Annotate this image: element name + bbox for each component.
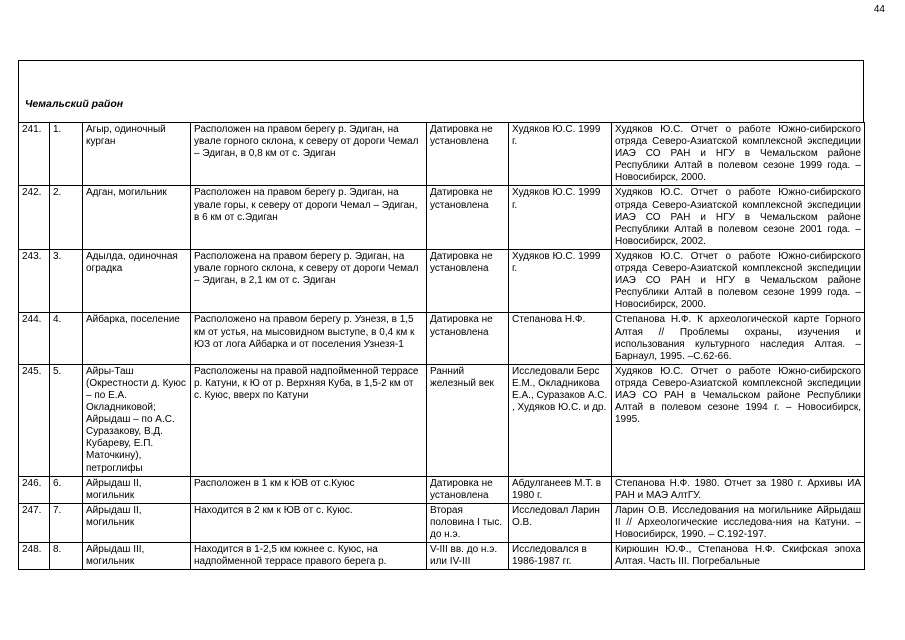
table-row bbox=[19, 313, 865, 364]
district-title: Чемальский район bbox=[25, 98, 124, 110]
dating-cell: Датировка не установлена bbox=[427, 476, 509, 503]
local-number-cell: 1. bbox=[50, 123, 83, 186]
dating-cell: Ранний железный век bbox=[427, 364, 509, 476]
researcher-cell: Абдулганеев М.Т. в 1980 г. bbox=[509, 476, 612, 503]
dating-cell: Датировка не установлена bbox=[427, 123, 509, 186]
monument-name-cell: Айбарка, поселение bbox=[83, 313, 191, 364]
local-number-cell: 8. bbox=[50, 543, 83, 570]
source-cell: Худяков Ю.С. Отчет о работе Южно-сибирского отряда Северо-Азиатской комплексной экспедиции ИАЭ СО РАН в Чемальском районе Республики Алтай в полевом сезоне 1994 г. – Новосибирск, 1995. bbox=[612, 364, 865, 476]
location-cell: Расположен на правом берегу р. Эдиган, на увале горного склона, к северу от дороги Чемал – Эдиган, в 0,8 км от с. Эдиган bbox=[191, 123, 427, 186]
local-number-cell: 2. bbox=[50, 186, 83, 249]
monument-name-cell: Айрыдаш III, могильник bbox=[83, 543, 191, 570]
dating-cell: V-III вв. до н.э. или IV-III bbox=[427, 543, 509, 570]
location-cell: Находится в 1-2,5 км южнее с. Куюс, на надпойменной террасе правого берега р. bbox=[191, 543, 427, 570]
location-cell: Расположен на правом берегу р. Эдиган, на увале горы, к северу от дороги Чемал – Эдиган, в 6 км от с.Эдиган bbox=[191, 186, 427, 249]
table-row bbox=[19, 186, 865, 249]
table-row bbox=[19, 249, 865, 312]
monument-name-cell: Адган, могильник bbox=[83, 186, 191, 249]
researcher-cell: Худяков Ю.С. 1999 г. bbox=[509, 123, 612, 186]
local-number-cell: 6. bbox=[50, 476, 83, 503]
dating-cell: Вторая половина I тыс. до н.э. bbox=[427, 503, 509, 542]
source-cell: Худяков Ю.С. Отчет о работе Южно-сибирского отряда Северо-Азиатской комплексной экспедиции ИАЭ СО РАН и НГУ в Чемальском районе Республики Алтай в полевом сезоне 1999 года. – Новосибирск, 2000. bbox=[612, 249, 865, 312]
researcher-cell: Исследовался в 1986-1987 гг. bbox=[509, 543, 612, 570]
dating-cell: Датировка не установлена bbox=[427, 249, 509, 312]
table-row bbox=[19, 364, 865, 476]
monument-name-cell: Айрыдаш II, могильник bbox=[83, 476, 191, 503]
row-number-cell: 247. bbox=[19, 503, 50, 542]
researcher-cell: Худяков Ю.С. 1999 г. bbox=[509, 249, 612, 312]
location-cell: Расположено на правом берегу р. Узнезя, в 1,5 км от устья, на мысовидном выступе, в 0,4 км к ЮЗ от лога Айбарка и от поселения Узнезя-1 bbox=[191, 313, 427, 364]
monument-name-cell: Адылда, одиночная оградка bbox=[83, 249, 191, 312]
page-number: 44 bbox=[873, 4, 885, 15]
row-number-cell: 248. bbox=[19, 543, 50, 570]
local-number-cell: 5. bbox=[50, 364, 83, 476]
location-cell: Расположена на правом берегу р. Эдиган, на увале горного склона, к северу от дороги Чемал – Эдиган, в 2,1 км от с. Эдиган bbox=[191, 249, 427, 312]
source-cell: Степанова Н.Ф. 1980. Отчет за 1980 г. Архивы ИА РАН и МАЭ АлтГУ. bbox=[612, 476, 865, 503]
source-cell: Ларин О.В. Исследования на могильнике Айрыдаш II // Археологические исследова-ния на Катуни. –Новосибирск, 1990. – С.192-197. bbox=[612, 503, 865, 542]
dating-cell: Датировка не установлена bbox=[427, 313, 509, 364]
researcher-cell: Исследовал Ларин О.В. bbox=[509, 503, 612, 542]
dating-cell: Датировка не установлена bbox=[427, 186, 509, 249]
district-header bbox=[18, 60, 864, 122]
row-number-cell: 241. bbox=[19, 123, 50, 186]
location-cell: Расположены на правой надпойменной террасе р. Катуни, к Ю от р. Верхняя Куба, в 1,5-2 км от с. Куюс, вверх по Катуни bbox=[191, 364, 427, 476]
source-cell: Худяков Ю.С. Отчет о работе Южно-сибирского отряда Северо-Азиатской комплексной экспедиции ИАЭ СО РАН и НГУ в Чемальском районе Республики Алтай в полевом сезоне 2001 года. – Новосибирск, 2002. bbox=[612, 186, 865, 249]
row-number-cell: 245. bbox=[19, 364, 50, 476]
row-number-cell: 243. bbox=[19, 249, 50, 312]
monument-register-table bbox=[18, 122, 865, 570]
source-cell: Степанова Н.Ф. К археологической карте Горного Алтая // Проблемы охраны, изучения и использования культурного наследия Алтая. – Барнаул, 1995. –С.62-66. bbox=[612, 313, 865, 364]
location-cell: Расположен в 1 км к ЮВ от с.Куюс bbox=[191, 476, 427, 503]
row-number-cell: 244. bbox=[19, 313, 50, 364]
local-number-cell: 7. bbox=[50, 503, 83, 542]
researcher-cell: Худяков Ю.С. 1999 г. bbox=[509, 186, 612, 249]
location-cell: Находится в 2 км к ЮВ от с. Куюс. bbox=[191, 503, 427, 542]
monument-name-cell: Агыр, одиночный курган bbox=[83, 123, 191, 186]
table-row bbox=[19, 543, 865, 570]
monument-name-cell: Айрыдаш II, могильник bbox=[83, 503, 191, 542]
source-cell: Кирюшин Ю.Ф., Степанова Н.Ф. Скифская эпоха Алтая. Часть III. Погребальные bbox=[612, 543, 865, 570]
researcher-cell: Степанова Н.Ф. bbox=[509, 313, 612, 364]
row-number-cell: 246. bbox=[19, 476, 50, 503]
row-number-cell: 242. bbox=[19, 186, 50, 249]
researcher-cell: Исследовали Берс Е.М., Окладникова Е.А., Суразаков А.С. , Худяков Ю.С. и др. bbox=[509, 364, 612, 476]
monument-name-cell: Айры-Таш (Окрестности д. Куюс – по Е.А. Окладниковой; Айрыдаш – по А.С. Суразакову, В.Д. Кубареву, Е.П. Маточкину), петроглифы bbox=[83, 364, 191, 476]
table-row bbox=[19, 123, 865, 186]
table-row bbox=[19, 503, 865, 542]
local-number-cell: 4. bbox=[50, 313, 83, 364]
source-cell: Худяков Ю.С. Отчет о работе Южно-сибирского отряда Северо-Азиатской комплексной экспедиции ИАЭ СО РАН и НГУ в Чемальском районе Республики Алтай в полевом сезоне 1999 года. – Новосибирск, 2000. bbox=[612, 123, 865, 186]
local-number-cell: 3. bbox=[50, 249, 83, 312]
table-row bbox=[19, 476, 865, 503]
